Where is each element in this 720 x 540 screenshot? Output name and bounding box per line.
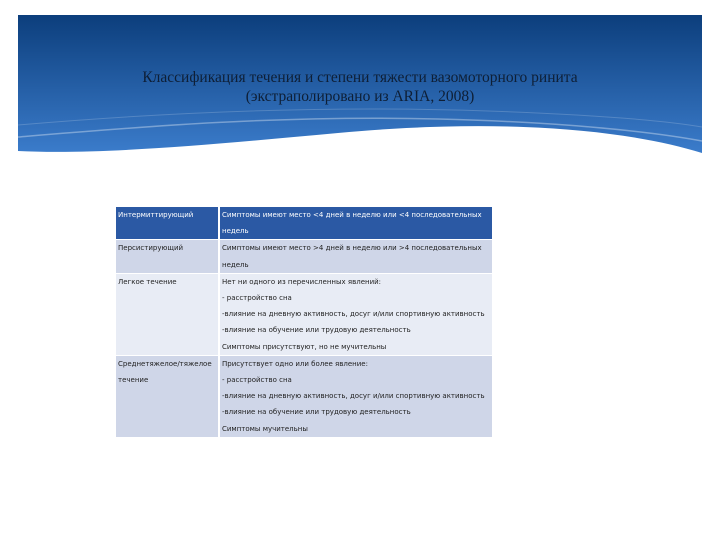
table-row [116,273,492,355]
title-line-1: Классификация течения и степени тяжести вазомоторного ринита [142,69,578,86]
description-line: Присутствует одно или более явление: [222,359,368,368]
page-title [18,68,702,106]
row-description [219,273,492,355]
classification-table [116,207,492,438]
row-description [219,240,492,273]
row-description [219,207,492,240]
description-line: -влияние на обучение или трудовую деятельность [222,326,411,335]
row-label: Интермиттирующий [116,207,219,240]
description-line: - расстройство сна [222,376,292,385]
description-line: Симптомы мучительны [222,424,308,433]
row-label: Среднетяжелое/тяжелое течение [116,355,219,437]
description-line: Симптомы имеют место >4 дней в неделю или >4 последовательных недель [222,244,482,269]
table-row [116,355,492,437]
row-label: Персистирующий [116,240,219,273]
description-line: -влияние на дневную активность, досуг и/или спортивную активность [222,310,485,319]
description-line: -влияние на обучение или трудовую деятельность [222,408,411,417]
table-row [116,207,492,240]
description-line: Нет ни одного из перечисленных явлений: [222,277,382,286]
description-line: Симптомы присутствуют, но не мучительны [222,342,387,351]
title-line-2: (экстраполировано из ARIA, 2008) [245,88,475,105]
description-line: -влияние на дневную активность, досуг и/или спортивную активность [222,392,485,401]
row-label: Легкое течение [116,273,219,355]
row-description [219,355,492,437]
table-row [116,240,492,273]
description-line: - расстройство сна [222,294,292,303]
description-line: Симптомы имеют место <4 дней в неделю или <4 последовательных недель [222,211,482,236]
